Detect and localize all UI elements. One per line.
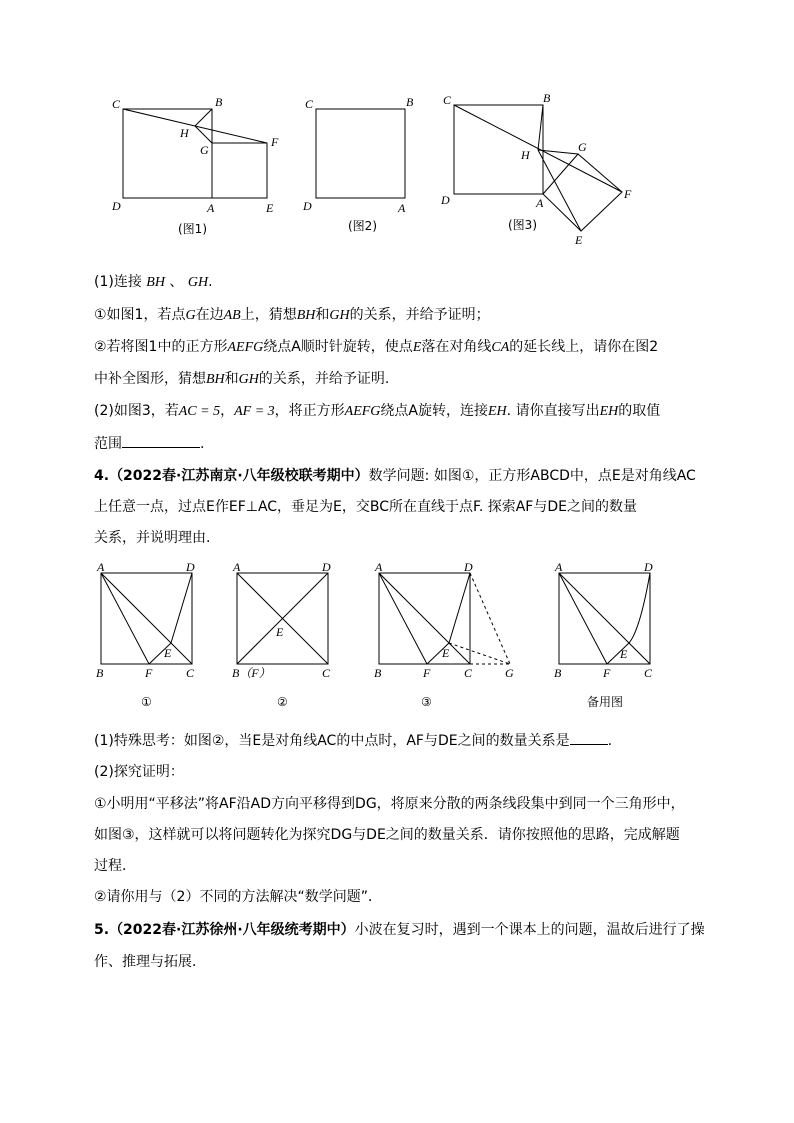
- label-d: D: [322, 560, 331, 574]
- label-g: G: [505, 666, 514, 680]
- segment-he: [538, 150, 581, 231]
- segment-de: [629, 573, 650, 643]
- label-a: A: [207, 201, 215, 215]
- label-f: F: [145, 666, 153, 680]
- label-f: F: [423, 666, 431, 680]
- segment-bh: [195, 109, 212, 126]
- p3-part2-line2: 范围 .: [94, 433, 704, 454]
- answer-blank[interactable]: [570, 730, 608, 745]
- label-b: B: [374, 666, 382, 680]
- label-e: E: [266, 201, 274, 215]
- label-e: E: [620, 647, 628, 661]
- p4-sub1: (1)特殊思考：如图②，当E是对角线AC的中点时，AF与DE之间的数量关系是 .: [94, 730, 704, 751]
- p5-line2: 作、推理与拓展．: [94, 954, 206, 970]
- p4-line1: 4.（2022春·江苏南京·八年级校联考期中）数学问题: 如图①，正方形ABCD中，点E是对角线AC: [94, 468, 696, 484]
- p3-part2-line1: (2)如图3，若AC = 5，AF = 3，将正方形AEFG绕点A旋转，连接EH. 请你直接写出EH的取值: [94, 403, 661, 419]
- figure-caption: 备用图: [587, 695, 624, 709]
- label-b: B: [543, 91, 551, 105]
- p4-sub5: 过程．: [94, 858, 136, 874]
- label-d: D: [112, 199, 121, 213]
- label-h: H: [180, 126, 189, 140]
- figure-caption: ①: [141, 695, 152, 709]
- figure-caption: (图3): [508, 218, 537, 232]
- figure-p4-3: [370, 560, 525, 715]
- label-d: D: [644, 560, 653, 574]
- label-c: C: [464, 666, 473, 680]
- label-f: F: [603, 666, 611, 680]
- label-g: G: [200, 143, 209, 157]
- label-b: B: [96, 666, 104, 680]
- label-g: G: [578, 140, 587, 154]
- label-c: C: [112, 97, 121, 111]
- label-b: B: [406, 95, 414, 109]
- label-c: C: [322, 666, 331, 680]
- diagonal-ac: [559, 573, 650, 664]
- segment-af: [101, 573, 149, 664]
- label-e: E: [276, 625, 284, 639]
- figure-1: [100, 88, 290, 238]
- label-b: B: [554, 666, 562, 680]
- p4-line3: 关系，并说明理由.: [94, 530, 211, 546]
- label-d: D: [186, 560, 195, 574]
- segment-de: [171, 573, 192, 643]
- label-a: A: [398, 201, 406, 215]
- label-c: C: [443, 93, 452, 107]
- figure-2: [295, 88, 425, 238]
- figure-caption: ③: [421, 695, 432, 709]
- p3-question2-line1: ②若将图1中的正方形AEFG绕点A顺时针旋转，使点E落在对角线CA的延长线上，请你在图2: [94, 339, 659, 355]
- segment-hg: [195, 126, 212, 143]
- label-f: F: [624, 187, 632, 201]
- label-a: A: [233, 560, 241, 574]
- square-aefg: [543, 154, 622, 231]
- p3-question2-line2: 中补全图形，猜想BH和GH的关系，并给予证明.: [94, 371, 390, 387]
- segment-af: [559, 573, 607, 664]
- label-d: D: [464, 560, 473, 574]
- label-d: D: [441, 193, 450, 207]
- label-d: D: [303, 199, 312, 213]
- segment-af: [379, 573, 427, 664]
- figure-caption: ②: [277, 695, 288, 709]
- p4-line2: 上任意一点，过点E作EF⊥AC，垂足为E，交BC所在直线于点F. 探索AF与DE之间的数量: [94, 499, 637, 515]
- p3-part1-intro: (1)连接 BH 、 GH.: [94, 274, 213, 290]
- segment-bh: [538, 105, 543, 150]
- p5-line1: 5.（2022春·江苏徐州·八年级统考期中）小波在复习时，遇到一个课本上的问题，温故后进行了操: [94, 922, 705, 938]
- segment-dg-dashed: [470, 573, 510, 664]
- square-aefg: [212, 143, 267, 198]
- figure-caption: (图1): [178, 222, 207, 236]
- figure-caption: (图2): [348, 219, 377, 233]
- segment-eg-dashed: [449, 643, 510, 664]
- label-h: H: [521, 148, 530, 162]
- label-b: B: [215, 95, 223, 109]
- figure-p4-1: [92, 560, 217, 715]
- label-a: A: [97, 560, 105, 574]
- label-bf: B（F）: [232, 666, 271, 680]
- p3-question1: ①如图1，若点G在边AB上，猜想BH和GH的关系，并给予证明；: [94, 307, 490, 323]
- label-e: E: [164, 646, 172, 660]
- label-e: E: [575, 233, 583, 247]
- label-a: A: [536, 196, 544, 210]
- label-f: F: [271, 135, 279, 149]
- segment-de: [449, 573, 470, 643]
- label-a: A: [375, 560, 383, 574]
- p4-sub4: 如图③，这样就可以将问题转化为探究DG与DE之间的数量关系．请你按照他的思路，完成解题: [94, 827, 680, 843]
- figure-p4-4: [550, 560, 675, 715]
- label-c: C: [305, 97, 314, 111]
- p4-sub6: ②请你用与（2）不同的方法解决“数学问题”．: [94, 889, 382, 905]
- figure-p4-2: [228, 560, 353, 715]
- p4-sub2: (2)探究证明：: [94, 764, 184, 780]
- label-c: C: [186, 666, 195, 680]
- label-e: E: [442, 646, 450, 660]
- label-c: C: [644, 666, 653, 680]
- square-abcd: [316, 109, 405, 198]
- figure-3: [438, 88, 648, 253]
- label-a: A: [555, 560, 563, 574]
- answer-blank[interactable]: [122, 433, 200, 448]
- p4-sub3: ①小明用“平移法”将AF沿AD方向平移得到DG，将原来分散的两条线段集中到同一个三角形中，: [94, 796, 685, 812]
